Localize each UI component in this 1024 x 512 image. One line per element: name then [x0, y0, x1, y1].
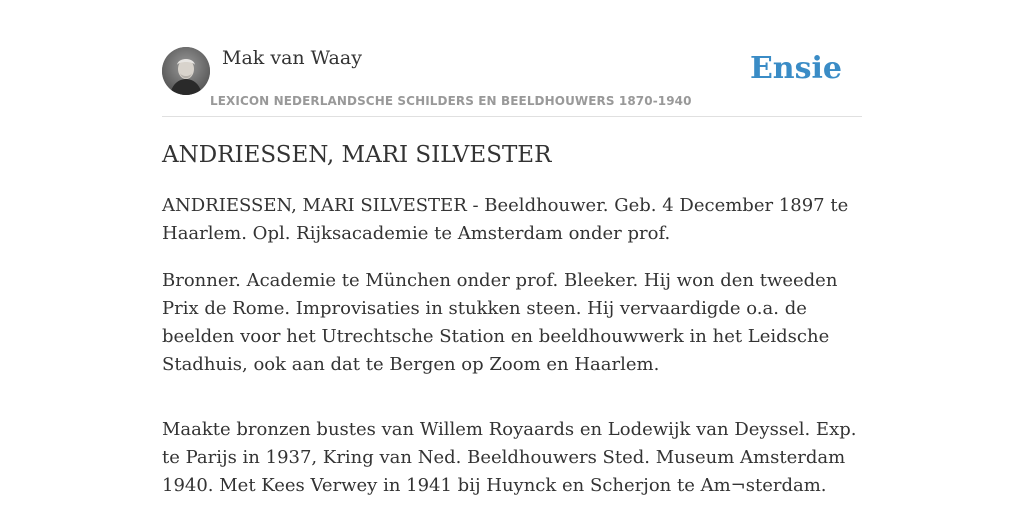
author-portrait-icon: [162, 47, 210, 95]
article-page: [162, 0, 862, 512]
page-title: ANDRIESSEN, MARI SILVESTER: [162, 142, 552, 168]
article-paragraph: ANDRIESSEN, MARI SILVESTER - Beeldhouwer. Geb. 4 December 1897 te Haarlem. Opl. Rijksacademie te Amsterdam onder prof.: [162, 195, 849, 244]
article-paragraph: Bronner. Academie te München onder prof. Bleeker. Hij won den tweeden Prix de Rome. Improvisaties in stukken steen. Hij vervaardigde o.a. de beelden voor het Utrechtsche Station en beeldhouwwerk in het Leidsche Stadhuis, ook aan dat te Bergen op Zoom en Haarlem.: [162, 270, 838, 375]
header: [162, 0, 862, 117]
article-body: [162, 192, 862, 512]
author-name[interactable]: Mak van Waay: [222, 47, 362, 69]
article-paragraph: Maakte bronzen bustes van Willem Royaards en Lodewijk van Deyssel. Exp. te Parijs in 1937, Kring van Ned. Beeldhouwers Sted. Museum Amsterdam 1940. Met Kees Verwey in 1941 bij Huynck en Scherjon te Am¬sterdam.: [162, 419, 857, 496]
lexicon-subtitle[interactable]: LEXICON NEDERLANDSCHE SCHILDERS EN BEELDHOUWERS 1870-1940: [210, 94, 692, 108]
author-avatar[interactable]: [162, 47, 210, 95]
ensie-logo[interactable]: Ensie: [749, 51, 842, 86]
